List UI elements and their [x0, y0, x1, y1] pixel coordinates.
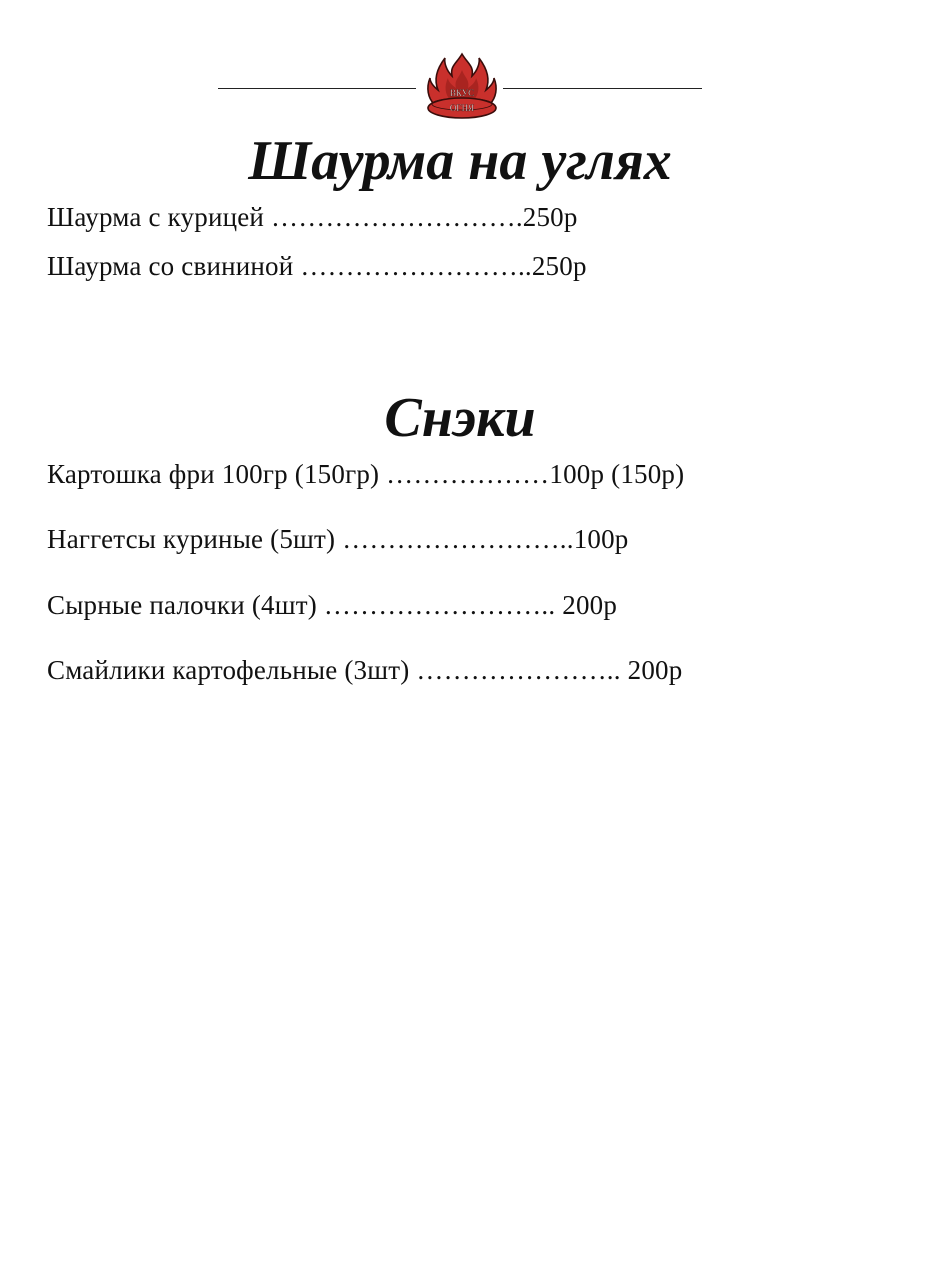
- menu-item-fries: Картошка фри 100гр (150гр) ………………100р (150р): [47, 459, 685, 489]
- menu-item-pork-shawarma: Шаурма со свининой ……………………..250р: [47, 251, 587, 281]
- flame-logo-icon: [424, 52, 500, 122]
- menu-item-cheese-sticks: Сырные палочки (4шт) …………………….. 200р: [47, 590, 618, 620]
- header-divider-left: [218, 88, 416, 89]
- logo-line-1: ВКУС: [449, 88, 475, 98]
- logo-line-2: ОГНЯ: [449, 103, 475, 113]
- menu-item-chicken-shawarma: Шаурма с курицей ……………………….250р: [47, 202, 578, 232]
- menu-header: [0, 50, 927, 126]
- header-divider-right: [503, 88, 702, 89]
- menu-item-nuggets: Наггетсы куриные (5шт) ……………………..100р: [47, 524, 629, 554]
- section-title-snacks: Снэки: [384, 387, 536, 449]
- menu-item-potato-smiles: Смайлики картофельные (3шт) ………………….. 200р: [47, 655, 683, 685]
- section-title-shawarma: Шаурма на углях: [248, 130, 672, 192]
